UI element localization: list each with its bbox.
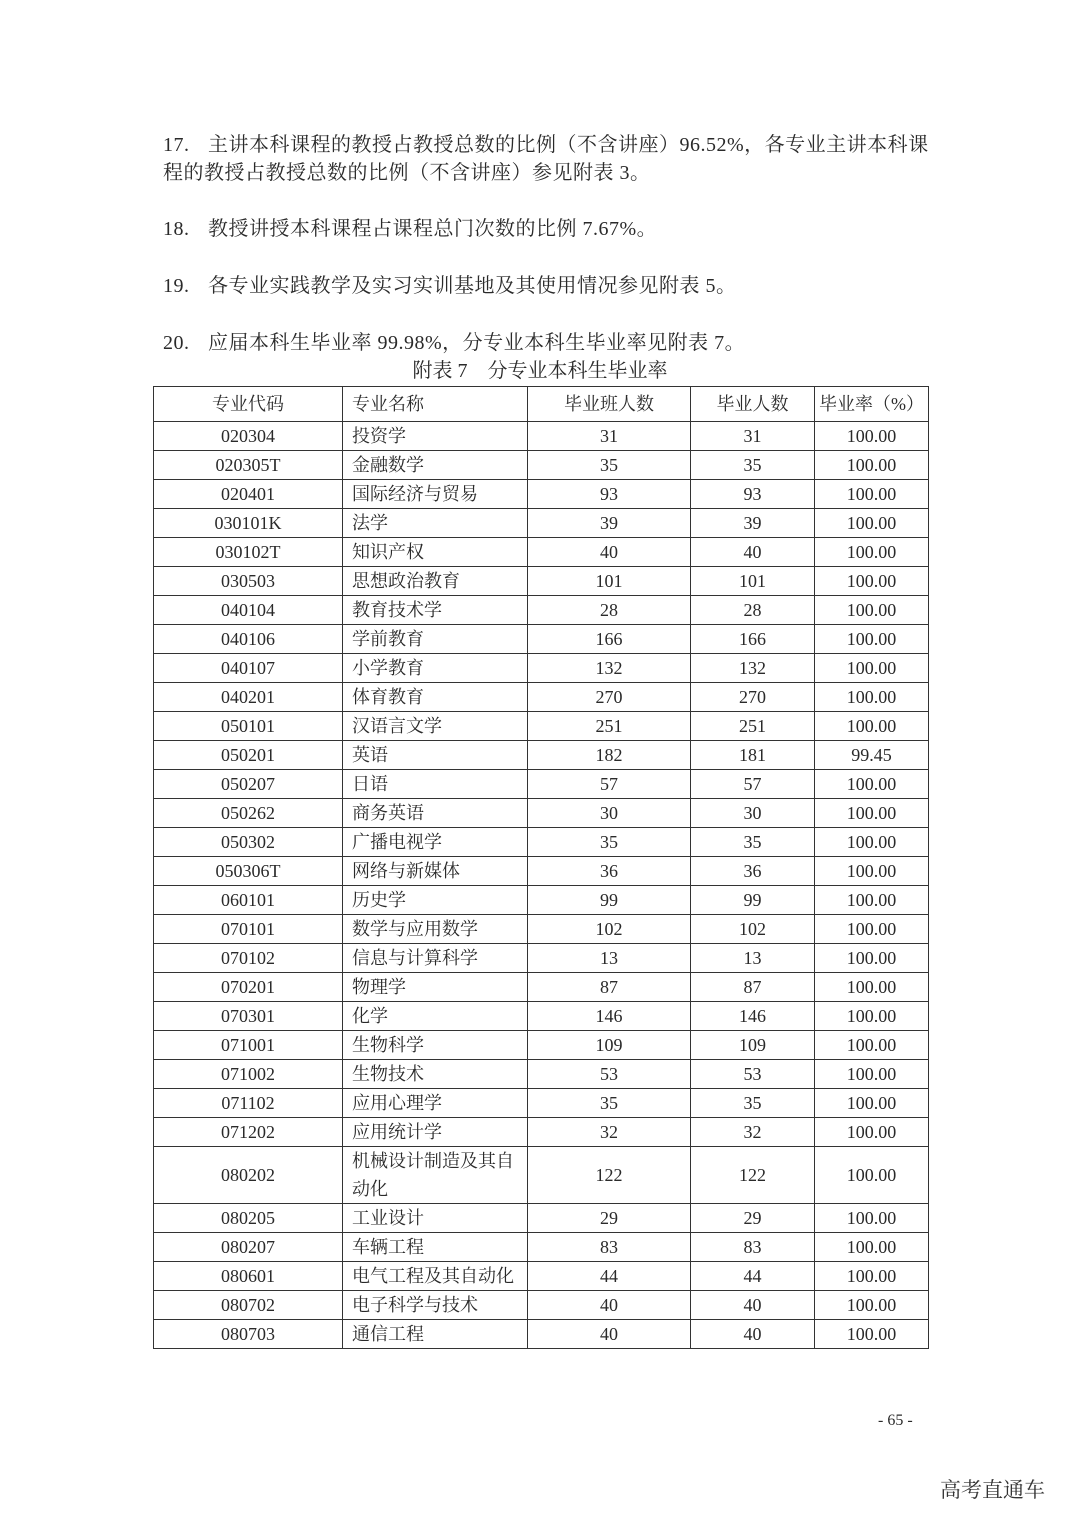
- cell-graduates: 146: [691, 1002, 815, 1031]
- table-row: [154, 683, 929, 712]
- cell-major-code: 040201: [154, 683, 343, 712]
- item-number: 20.: [163, 332, 190, 354]
- table-header-row: [154, 387, 929, 422]
- cell-class-size: 182: [528, 741, 691, 770]
- header-major-code: 专业代码: [154, 387, 343, 422]
- cell-major-name: 投资学: [343, 422, 528, 451]
- cell-major-code: 030101K: [154, 509, 343, 538]
- cell-graduation-rate: 100.00: [815, 654, 929, 683]
- table-row: [154, 1233, 929, 1262]
- cell-major-code: 060101: [154, 886, 343, 915]
- cell-graduates: 31: [691, 422, 815, 451]
- header-graduation-rate: 毕业率（%）: [815, 387, 929, 422]
- header-major-name: 专业名称: [343, 387, 528, 422]
- cell-graduation-rate: 100.00: [815, 973, 929, 1002]
- item-number: 17.: [163, 134, 190, 156]
- cell-class-size: 109: [528, 1031, 691, 1060]
- cell-class-size: 28: [528, 596, 691, 625]
- cell-major-code: 030503: [154, 567, 343, 596]
- cell-class-size: 251: [528, 712, 691, 741]
- page-number: - 65 -: [878, 1412, 913, 1429]
- cell-major-name: 生物技术: [343, 1060, 528, 1089]
- cell-graduation-rate: 100.00: [815, 1147, 929, 1204]
- table-row: [154, 538, 929, 567]
- cell-major-code: 071002: [154, 1060, 343, 1089]
- cell-graduates: 39: [691, 509, 815, 538]
- cell-major-name: 知识产权: [343, 538, 528, 567]
- table-row: [154, 422, 929, 451]
- cell-major-name: 金融数学: [343, 451, 528, 480]
- cell-graduation-rate: 100.00: [815, 625, 929, 654]
- cell-class-size: 30: [528, 799, 691, 828]
- cell-major-name: 应用统计学: [343, 1118, 528, 1147]
- table-row: [154, 886, 929, 915]
- table-row: [154, 944, 929, 973]
- cell-major-name: 车辆工程: [343, 1233, 528, 1262]
- cell-graduation-rate: 100.00: [815, 683, 929, 712]
- cell-major-name: 历史学: [343, 886, 528, 915]
- cell-graduation-rate: 100.00: [815, 1320, 929, 1349]
- cell-graduation-rate: 100.00: [815, 799, 929, 828]
- cell-major-code: 050201: [154, 741, 343, 770]
- cell-graduation-rate: 100.00: [815, 770, 929, 799]
- cell-class-size: 57: [528, 770, 691, 799]
- cell-major-code: 050101: [154, 712, 343, 741]
- cell-class-size: 32: [528, 1118, 691, 1147]
- table-row: [154, 1002, 929, 1031]
- cell-graduation-rate: 100.00: [815, 1262, 929, 1291]
- cell-graduates: 132: [691, 654, 815, 683]
- cell-class-size: 31: [528, 422, 691, 451]
- table-row: [154, 1118, 929, 1147]
- cell-graduates: 57: [691, 770, 815, 799]
- watermark: 高考直通车: [940, 1479, 1045, 1502]
- cell-major-name: 机械设计制造及其自动化: [343, 1147, 528, 1204]
- table-row: [154, 509, 929, 538]
- paragraph-17: [163, 131, 933, 187]
- cell-class-size: 53: [528, 1060, 691, 1089]
- cell-major-name: 生物科学: [343, 1031, 528, 1060]
- table-row: [154, 770, 929, 799]
- cell-class-size: 40: [528, 1320, 691, 1349]
- table-row: [154, 1291, 929, 1320]
- table-caption: [153, 358, 927, 384]
- cell-graduation-rate: 100.00: [815, 712, 929, 741]
- cell-major-code: 040107: [154, 654, 343, 683]
- cell-major-code: 070102: [154, 944, 343, 973]
- cell-graduation-rate: 100.00: [815, 828, 929, 857]
- cell-class-size: 83: [528, 1233, 691, 1262]
- cell-major-name: 法学: [343, 509, 528, 538]
- table-row: [154, 915, 929, 944]
- table-row: [154, 480, 929, 509]
- cell-graduation-rate: 100.00: [815, 915, 929, 944]
- cell-class-size: 35: [528, 451, 691, 480]
- cell-graduation-rate: 100.00: [815, 509, 929, 538]
- cell-graduation-rate: 99.45: [815, 741, 929, 770]
- table-row: [154, 1147, 929, 1204]
- cell-graduation-rate: 100.00: [815, 1002, 929, 1031]
- table-row: [154, 1204, 929, 1233]
- cell-major-code: 040106: [154, 625, 343, 654]
- cell-major-code: 020305T: [154, 451, 343, 480]
- cell-graduation-rate: 100.00: [815, 1204, 929, 1233]
- cell-class-size: 102: [528, 915, 691, 944]
- graduation-rate-table: [153, 386, 929, 1349]
- header-class-size: 毕业班人数: [528, 387, 691, 422]
- cell-class-size: 146: [528, 1002, 691, 1031]
- cell-graduates: 44: [691, 1262, 815, 1291]
- cell-graduation-rate: 100.00: [815, 1089, 929, 1118]
- cell-major-code: 050306T: [154, 857, 343, 886]
- cell-major-code: 020401: [154, 480, 343, 509]
- cell-graduates: 102: [691, 915, 815, 944]
- cell-graduates: 53: [691, 1060, 815, 1089]
- cell-graduation-rate: 100.00: [815, 480, 929, 509]
- cell-major-name: 商务英语: [343, 799, 528, 828]
- cell-graduation-rate: 100.00: [815, 451, 929, 480]
- cell-major-code: 080601: [154, 1262, 343, 1291]
- cell-graduation-rate: 100.00: [815, 596, 929, 625]
- cell-graduates: 30: [691, 799, 815, 828]
- table-row: [154, 567, 929, 596]
- cell-graduates: 83: [691, 1233, 815, 1262]
- cell-graduates: 122: [691, 1147, 815, 1204]
- cell-major-name: 电子科学与技术: [343, 1291, 528, 1320]
- cell-major-name: 电气工程及其自动化: [343, 1262, 528, 1291]
- cell-graduation-rate: 100.00: [815, 422, 929, 451]
- cell-graduates: 35: [691, 451, 815, 480]
- paragraph-18: [163, 215, 933, 243]
- cell-major-code: 080703: [154, 1320, 343, 1349]
- cell-graduates: 13: [691, 944, 815, 973]
- cell-major-code: 040104: [154, 596, 343, 625]
- cell-graduates: 101: [691, 567, 815, 596]
- cell-graduates: 181: [691, 741, 815, 770]
- cell-major-name: 物理学: [343, 973, 528, 1002]
- cell-major-name: 化学: [343, 1002, 528, 1031]
- cell-graduates: 35: [691, 1089, 815, 1118]
- table-row: [154, 451, 929, 480]
- cell-major-name: 体育教育: [343, 683, 528, 712]
- table-row: [154, 828, 929, 857]
- cell-major-code: 030102T: [154, 538, 343, 567]
- cell-graduation-rate: 100.00: [815, 1031, 929, 1060]
- cell-major-name: 国际经济与贸易: [343, 480, 528, 509]
- cell-major-name: 应用心理学: [343, 1089, 528, 1118]
- paragraph-text: 主讲本科课程的教授占教授总数的比例（不含讲座）96.52%，各专业主讲本科课程的教授占教授总数的比例（不含讲座）参见附表 3。: [163, 134, 929, 184]
- table-row: [154, 973, 929, 1002]
- cell-graduation-rate: 100.00: [815, 1118, 929, 1147]
- header-graduates: 毕业人数: [691, 387, 815, 422]
- table-row: [154, 1262, 929, 1291]
- cell-class-size: 40: [528, 538, 691, 567]
- cell-major-code: 080702: [154, 1291, 343, 1320]
- cell-graduates: 87: [691, 973, 815, 1002]
- cell-graduates: 99: [691, 886, 815, 915]
- cell-major-code: 070301: [154, 1002, 343, 1031]
- cell-major-name: 工业设计: [343, 1204, 528, 1233]
- cell-class-size: 35: [528, 1089, 691, 1118]
- cell-graduation-rate: 100.00: [815, 944, 929, 973]
- cell-major-name: 信息与计算科学: [343, 944, 528, 973]
- cell-major-code: 071202: [154, 1118, 343, 1147]
- cell-major-code: 070101: [154, 915, 343, 944]
- table-row: [154, 741, 929, 770]
- table-row: [154, 1060, 929, 1089]
- cell-class-size: 101: [528, 567, 691, 596]
- cell-major-name: 通信工程: [343, 1320, 528, 1349]
- cell-class-size: 166: [528, 625, 691, 654]
- cell-graduates: 109: [691, 1031, 815, 1060]
- cell-major-name: 思想政治教育: [343, 567, 528, 596]
- cell-major-name: 广播电视学: [343, 828, 528, 857]
- cell-graduates: 251: [691, 712, 815, 741]
- cell-major-code: 080202: [154, 1147, 343, 1204]
- item-number: 18.: [163, 218, 190, 240]
- cell-graduation-rate: 100.00: [815, 538, 929, 567]
- paragraph-20: [163, 329, 933, 357]
- cell-graduates: 40: [691, 1320, 815, 1349]
- caption-title: 分专业本科生毕业率: [487, 360, 668, 382]
- cell-major-name: 汉语言文学: [343, 712, 528, 741]
- cell-class-size: 132: [528, 654, 691, 683]
- cell-major-code: 080205: [154, 1204, 343, 1233]
- cell-major-name: 日语: [343, 770, 528, 799]
- caption-label: 附表 7: [412, 360, 468, 382]
- cell-major-name: 英语: [343, 741, 528, 770]
- table-row: [154, 857, 929, 886]
- cell-class-size: 122: [528, 1147, 691, 1204]
- cell-major-name: 数学与应用数学: [343, 915, 528, 944]
- cell-graduates: 40: [691, 538, 815, 567]
- cell-class-size: 29: [528, 1204, 691, 1233]
- item-number: 19.: [163, 275, 190, 297]
- cell-class-size: 39: [528, 509, 691, 538]
- cell-class-size: 87: [528, 973, 691, 1002]
- cell-graduates: 270: [691, 683, 815, 712]
- table-row: [154, 799, 929, 828]
- cell-graduation-rate: 100.00: [815, 1291, 929, 1320]
- cell-graduates: 35: [691, 828, 815, 857]
- cell-class-size: 40: [528, 1291, 691, 1320]
- paragraph-text: 各专业实践教学及实习实训基地及其使用情况参见附表 5。: [208, 275, 737, 297]
- cell-major-name: 学前教育: [343, 625, 528, 654]
- cell-class-size: 44: [528, 1262, 691, 1291]
- table-row: [154, 1089, 929, 1118]
- paragraph-19: [163, 272, 933, 300]
- table-row: [154, 1320, 929, 1349]
- cell-major-code: 080207: [154, 1233, 343, 1262]
- cell-major-code: 020304: [154, 422, 343, 451]
- cell-graduates: 40: [691, 1291, 815, 1320]
- table-row: [154, 712, 929, 741]
- paragraph-text: 教授讲授本科课程占课程总门次数的比例 7.67%。: [208, 218, 658, 240]
- cell-graduates: 28: [691, 596, 815, 625]
- cell-class-size: 270: [528, 683, 691, 712]
- cell-graduation-rate: 100.00: [815, 857, 929, 886]
- cell-graduation-rate: 100.00: [815, 1060, 929, 1089]
- cell-class-size: 35: [528, 828, 691, 857]
- cell-major-name: 网络与新媒体: [343, 857, 528, 886]
- cell-graduation-rate: 100.00: [815, 886, 929, 915]
- cell-major-code: 050207: [154, 770, 343, 799]
- cell-major-code: 071001: [154, 1031, 343, 1060]
- cell-major-code: 070201: [154, 973, 343, 1002]
- cell-major-code: 050302: [154, 828, 343, 857]
- table-row: [154, 596, 929, 625]
- cell-graduation-rate: 100.00: [815, 567, 929, 596]
- cell-class-size: 13: [528, 944, 691, 973]
- cell-major-code: 050262: [154, 799, 343, 828]
- cell-major-name: 小学教育: [343, 654, 528, 683]
- cell-class-size: 93: [528, 480, 691, 509]
- cell-graduates: 29: [691, 1204, 815, 1233]
- table-row: [154, 625, 929, 654]
- cell-graduates: 32: [691, 1118, 815, 1147]
- cell-major-name: 教育技术学: [343, 596, 528, 625]
- cell-class-size: 36: [528, 857, 691, 886]
- cell-major-code: 071102: [154, 1089, 343, 1118]
- cell-graduates: 93: [691, 480, 815, 509]
- cell-graduation-rate: 100.00: [815, 1233, 929, 1262]
- paragraph-text: 应届本科生毕业率 99.98%，分专业本科生毕业率见附表 7。: [208, 332, 746, 354]
- cell-graduates: 166: [691, 625, 815, 654]
- table-row: [154, 654, 929, 683]
- cell-class-size: 99: [528, 886, 691, 915]
- table-row: [154, 1031, 929, 1060]
- cell-graduates: 36: [691, 857, 815, 886]
